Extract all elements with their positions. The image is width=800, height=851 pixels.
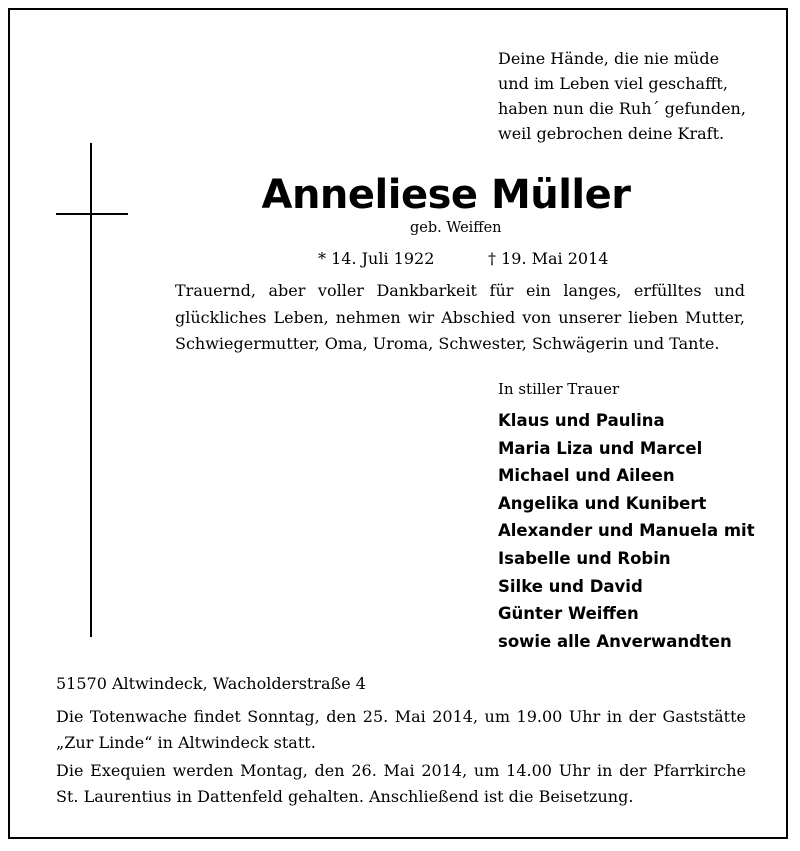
poem-line: haben nun die Ruh´ gefunden,: [498, 99, 746, 118]
cross-icon-horizontal-beam: [56, 213, 128, 215]
mourners-list: [498, 407, 755, 655]
intro-text: Trauernd, aber voller Dankbarkeit für ein langes, erfülltes und glückliches Leben, nehmen wir Abschied von unserer lieben Mutter, Schwiegermutter, Oma, Uroma, Schwester, Schwägerin und Tante.: [175, 281, 745, 353]
mourner-name: Maria Liza und Marcel: [498, 438, 703, 458]
death-date: † 19. Mai 2014: [488, 249, 609, 268]
mourner-name: Angelika und Kunibert: [498, 493, 707, 513]
mourner-name: Michael und Aileen: [498, 466, 675, 486]
poem-line: weil gebrochen deine Kraft.: [498, 124, 725, 143]
mourner-name: sowie alle Anverwandten: [498, 631, 732, 651]
poem-line: und im Leben viel geschafft,: [498, 74, 728, 93]
mourner-name: Klaus und Paulina: [498, 411, 665, 430]
deceased-name: Anneliese Müller: [261, 172, 631, 218]
mourner-name: Silke und David: [498, 576, 643, 596]
cross-icon-vertical-beam: [90, 143, 92, 637]
mourner-name: Isabelle und Robin: [498, 548, 671, 568]
poem-line: Deine Hände, die nie müde: [498, 49, 720, 68]
funeral-information: Die Exequien werden Montag, den 26. Mai 2014, um 14.00 Uhr in der Pfarrkirche St. Laurentius in Dattenfeld gehalten. Anschließend ist die Beisetzung.: [56, 761, 746, 806]
mourner-name: Günter Weiffen: [498, 604, 639, 624]
memorial-poem: [498, 46, 746, 146]
mourning-label: In stiller Trauer: [498, 380, 620, 398]
mourner-name: Alexander und Manuela mit: [498, 521, 755, 541]
maiden-name: geb. Weiffen: [410, 220, 502, 236]
obituary-notice: [8, 8, 788, 839]
family-address: 51570 Altwindeck, Wacholderstraße 4: [56, 674, 366, 693]
birth-date: * 14. Juli 1922: [318, 249, 435, 268]
wake-information: Die Totenwache findet Sonntag, den 25. Mai 2014, um 19.00 Uhr in der Gaststätte „Zur Linde“ in Altwindeck statt.: [56, 707, 746, 752]
